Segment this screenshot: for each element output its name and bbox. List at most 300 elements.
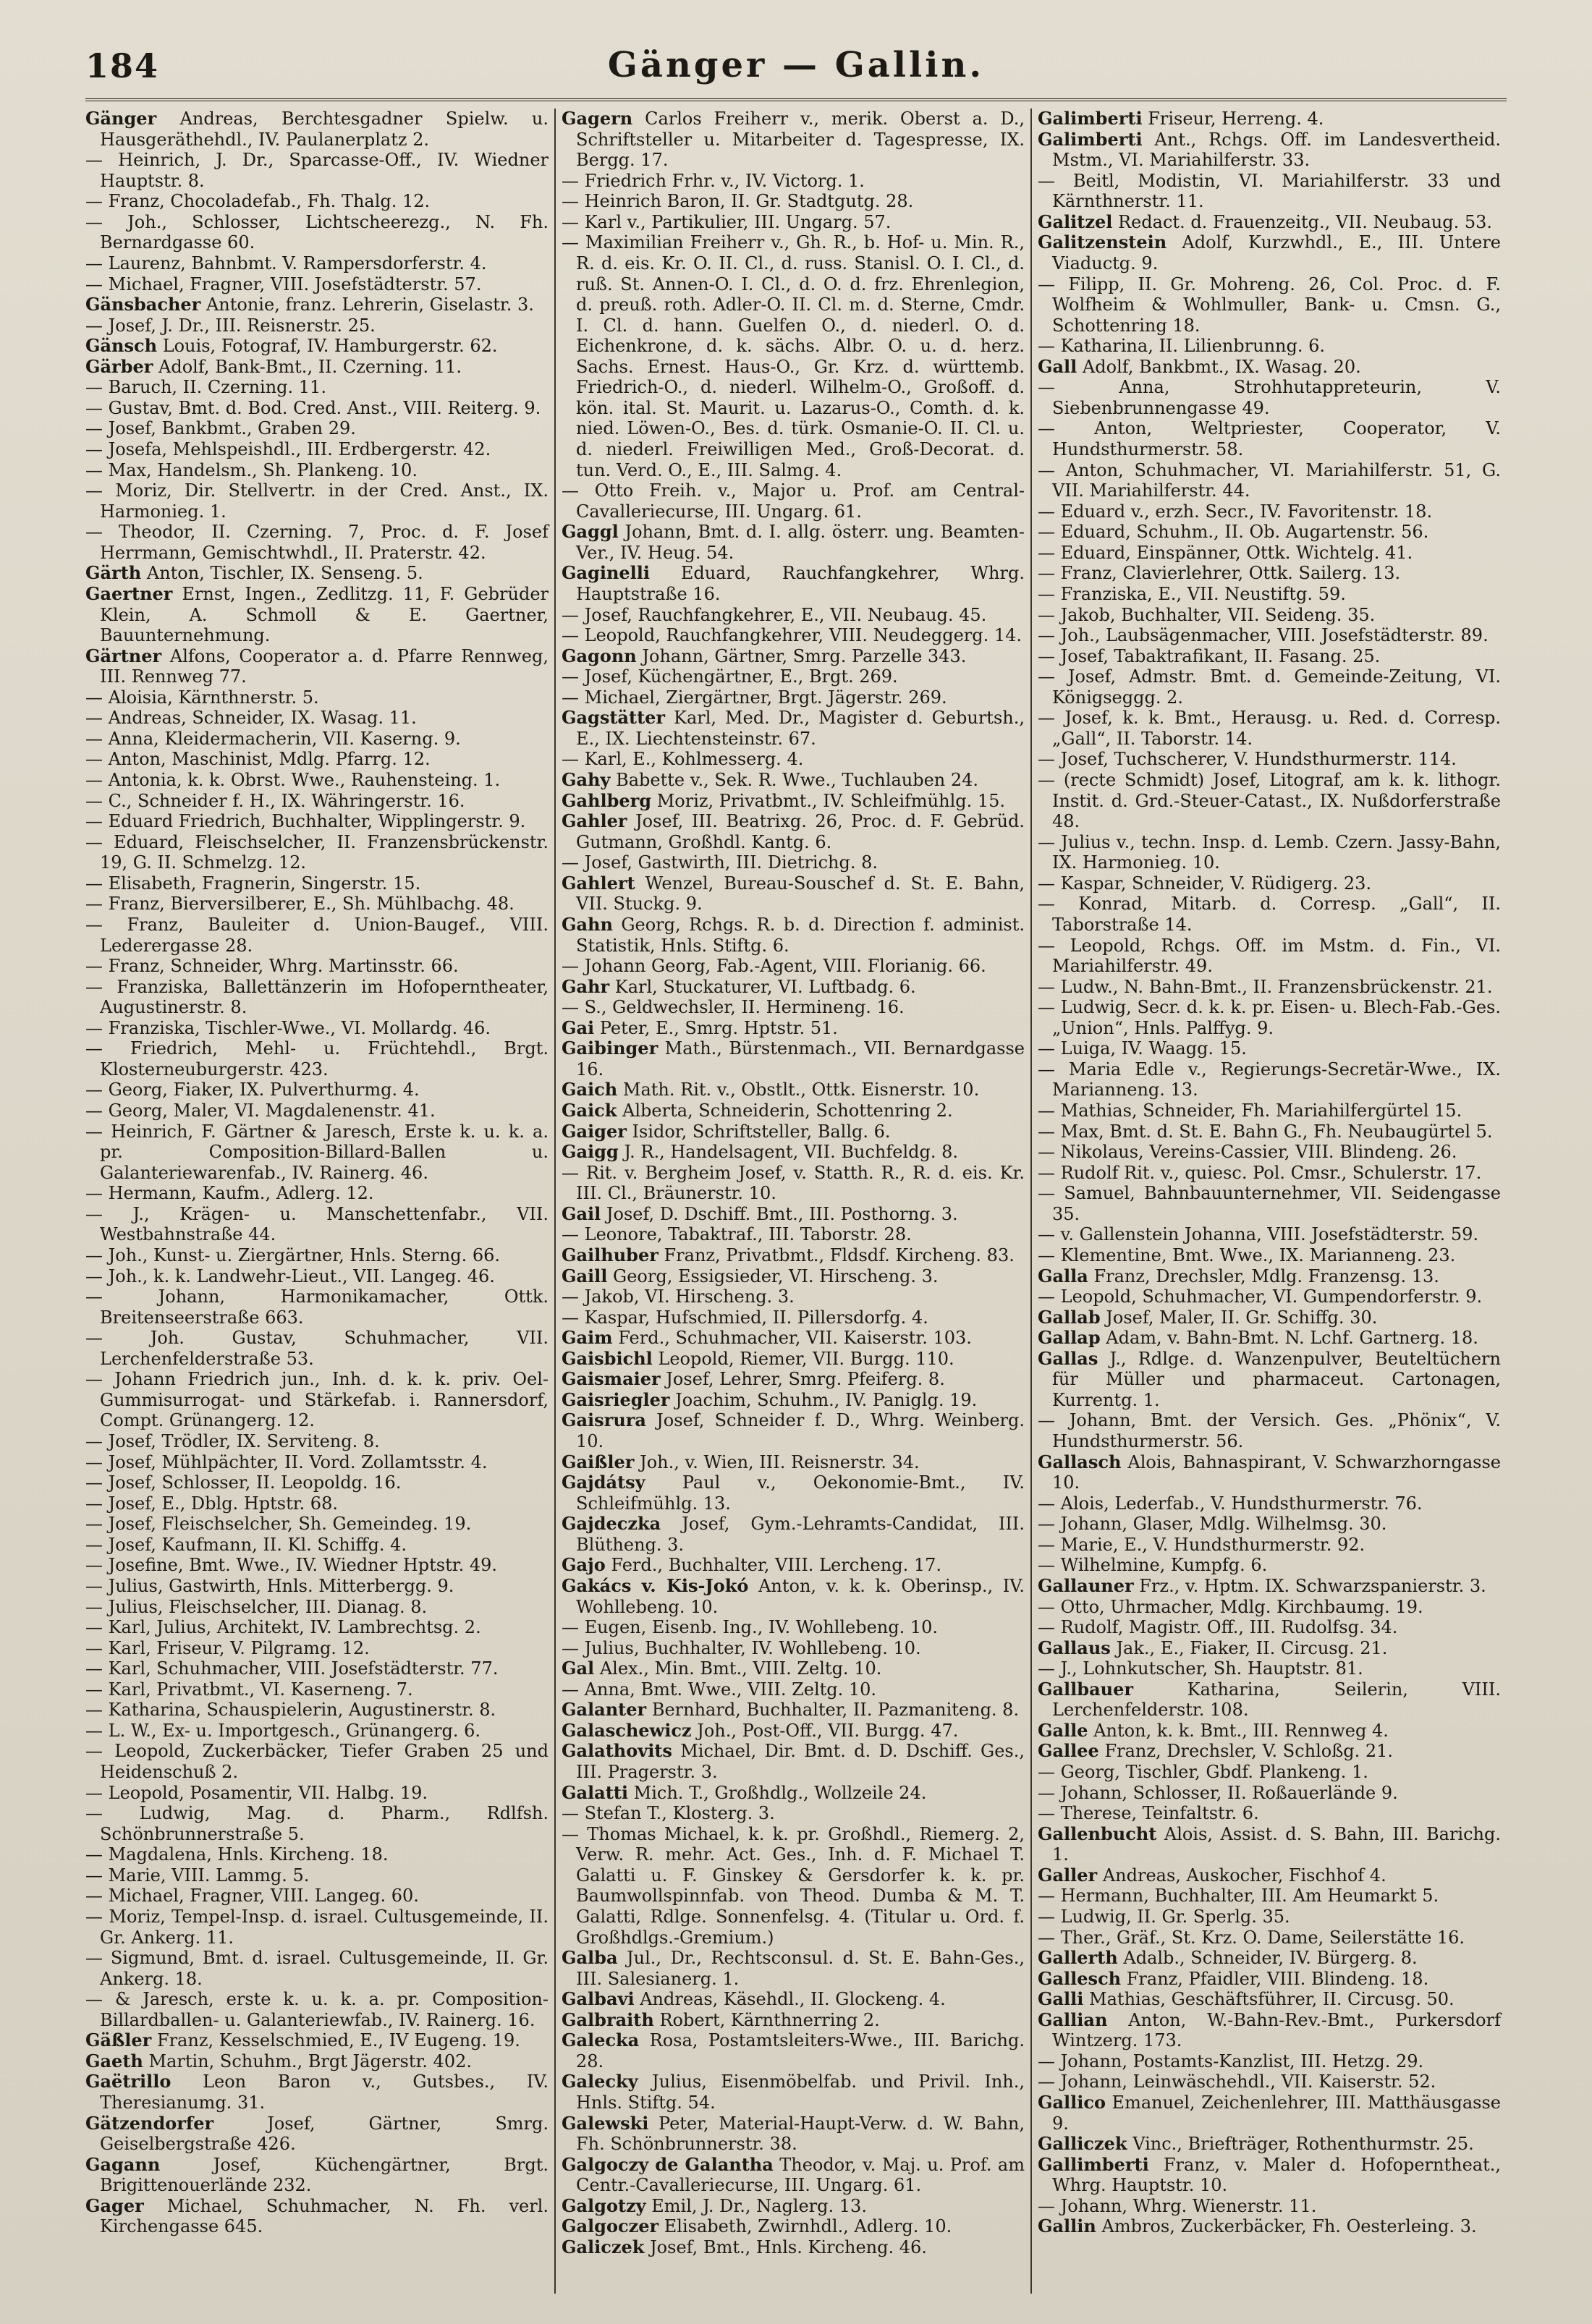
directory-entry bbox=[1038, 770, 1501, 832]
entry-surname: Gaibinger bbox=[562, 1038, 659, 1059]
entry-text: Adolf, Bank-Bmt., II. Czerning. 11. bbox=[158, 356, 462, 377]
entry-text: — Klementine, Bmt. Wwe., IX. Marianneng. 23. bbox=[1038, 1244, 1456, 1265]
directory-entry bbox=[85, 749, 549, 770]
directory-entry bbox=[562, 1100, 1025, 1121]
directory-entry bbox=[85, 1493, 549, 1514]
entry-text: J., Rdlge. d. Wanzenpulver, Beuteltüchern für Müller und pharmaceut. Cartonagen, Kurrentg. 1. bbox=[1052, 1348, 1501, 1410]
directory-entry bbox=[1038, 1266, 1501, 1287]
entry-surname: Gallauner bbox=[1038, 1574, 1134, 1596]
directory-entry bbox=[85, 1783, 549, 1804]
directory-entry bbox=[85, 294, 549, 315]
directory-entry bbox=[1038, 1059, 1501, 1100]
entry-text: — Ther., Gräf., St. Krz. O. Dame, Seilerstätte 16. bbox=[1038, 1927, 1465, 1948]
directory-entry bbox=[562, 956, 1025, 977]
directory-entry bbox=[1038, 584, 1501, 605]
entry-surname: Gagern bbox=[562, 109, 633, 129]
entry-text: Adolf, Bankbmt., IX. Wasag. 20. bbox=[1082, 356, 1361, 377]
directory-entry bbox=[562, 480, 1025, 522]
entry-text: Josef, Maler, II. Gr. Schiffg. 30. bbox=[1106, 1307, 1378, 1328]
entry-surname: Gagstätter bbox=[562, 707, 666, 729]
directory-entry bbox=[562, 2237, 1025, 2258]
entry-text: Isidor, Schriftsteller, Ballg. 6. bbox=[632, 1121, 891, 1142]
entry-text: — Kaspar, Schneider, V. Rüdigerg. 23. bbox=[1038, 873, 1372, 894]
directory-entry bbox=[1038, 1721, 1501, 1742]
entry-surname: Gagonn bbox=[562, 645, 637, 666]
entry-text: — Laurenz, Bahnbmt. V. Rampersdorferstr. 4. bbox=[85, 253, 487, 273]
entry-surname: Gallico bbox=[1038, 2092, 1106, 2113]
entry-text: — Otto Freih. v., Major u. Prof. am Central-Cavalleriecurse, III. Ungarg. 61. bbox=[562, 480, 1025, 522]
directory-entry bbox=[562, 1700, 1025, 1721]
entry-text: — Magdalena, Hnls. Kircheng. 18. bbox=[85, 1844, 389, 1865]
entry-text: Georg, Essigsieder, VI. Hirscheng. 3. bbox=[613, 1265, 939, 1286]
entry-text: — (recte Schmidt) Josef, Litograf, am k. k. lithogr. Instit. d. Grd.-Steuer-Catast., IX. Nußdorferstraße 48. bbox=[1038, 770, 1501, 832]
directory-entry bbox=[85, 191, 549, 212]
directory-entry bbox=[1038, 1886, 1501, 1907]
entry-text: — Georg, Fiaker, IX. Pulverthurmg. 4. bbox=[85, 1080, 420, 1100]
column-2 bbox=[554, 109, 1030, 2294]
directory-entry bbox=[1038, 1452, 1501, 1493]
entry-text: — Johann, Whrg. Wienerstr. 11. bbox=[1038, 2195, 1317, 2216]
directory-entry bbox=[1038, 1245, 1501, 1266]
entry-text: — Anna, Bmt. Wwe., VIII. Zeltg. 10. bbox=[562, 1679, 877, 1700]
entry-text: Ambros, Zuckerbäcker, Fh. Oesterleing. 3. bbox=[1101, 2216, 1477, 2237]
entry-text: — Friedrich, Mehl- u. Früchtehdl., Brgt. Klosterneuburgerstr. 423. bbox=[85, 1038, 549, 1080]
entry-text: — Leopold, Posamentir, VII. Halbg. 19. bbox=[85, 1782, 428, 1803]
directory-entry bbox=[562, 915, 1025, 956]
entry-surname: Gärth bbox=[85, 562, 142, 584]
entry-surname: Gallerth bbox=[1038, 1947, 1118, 1969]
directory-entry bbox=[1038, 1824, 1501, 1865]
directory-entry bbox=[1038, 1307, 1501, 1328]
directory-entry bbox=[85, 1452, 549, 1473]
directory-entry bbox=[85, 377, 549, 398]
directory-entry bbox=[1038, 2216, 1501, 2237]
directory-entry bbox=[85, 357, 549, 378]
entry-text: Anton, k. k. Bmt., III. Rennweg 4. bbox=[1093, 1720, 1389, 1741]
entry-surname: Gahy bbox=[562, 769, 611, 790]
directory-entry bbox=[562, 1266, 1025, 1287]
directory-entry bbox=[85, 1286, 549, 1328]
directory-entry bbox=[85, 1080, 549, 1100]
directory-entry bbox=[1038, 357, 1501, 378]
directory-entry bbox=[562, 522, 1025, 563]
entry-text: — Johann, Bmt. der Versich. Ges. „Phönix“, V. Hundsthurmerstr. 56. bbox=[1038, 1410, 1501, 1451]
entry-surname: Gailhuber bbox=[562, 1244, 659, 1265]
directory-entry bbox=[85, 2113, 549, 2155]
directory-entry bbox=[85, 2155, 549, 2196]
entry-text: — & Jaresch, erste k. u. k. a. pr. Composition-Billardballen- u. Galanteriewfab., IV. Rainerg. 16. bbox=[85, 1989, 549, 2030]
entry-text: Josef, Küchengärtner, Brgt. Brigittenouerlände 232. bbox=[100, 2154, 549, 2196]
directory-entry bbox=[562, 1721, 1025, 1742]
directory-entry bbox=[1038, 1142, 1501, 1163]
directory-entry bbox=[1038, 1679, 1501, 1721]
entry-text: Mathias, Geschäftsführer, II. Circusg. 50. bbox=[1089, 1989, 1455, 2010]
entry-text: Redact. d. Frauenzeitg., VII. Neubaug. 53. bbox=[1118, 211, 1493, 232]
directory-entry bbox=[85, 1514, 549, 1535]
directory-entry bbox=[1038, 460, 1501, 501]
entry-surname: Galla bbox=[1038, 1265, 1088, 1286]
entry-surname: Gäßler bbox=[85, 2030, 152, 2051]
directory-entry bbox=[1038, 708, 1501, 749]
entry-text: — Thomas Michael, k. k. pr. Großhdl., Riemerg. 2, Verw. R. mehr. Act. Ges., Inh. d. F. Michael T. Galatti u. F. Ginskey & Gersdorfer k. k. pr. Baumwollspinnfab. von Theod. Dumba & M. T. Galatti, Rdlge. Sonnenfelsg. 4. (Titular u. Ord. f. Großhdlgs.-Gremium.) bbox=[562, 1823, 1025, 1948]
entry-text: Michael, Schuhmacher, N. Fh. verl. Kirchengasse 645. bbox=[100, 2195, 549, 2237]
directory-entry bbox=[1038, 522, 1501, 543]
entry-text: — Karl, E., Kohlmesserg. 4. bbox=[562, 749, 804, 770]
directory-entry bbox=[562, 1349, 1025, 1370]
entry-text: — Antonia, k. k. Obrst. Wwe., Rauhensteing. 1. bbox=[85, 770, 501, 790]
entry-text: — Ludwig, II. Gr. Sperlg. 35. bbox=[1038, 1906, 1290, 1927]
entry-text: Johann, Gärtner, Smrg. Parzelle 343. bbox=[642, 645, 967, 666]
entry-surname: Gahler bbox=[562, 810, 627, 832]
directory-entry bbox=[1038, 1762, 1501, 1783]
directory-entry bbox=[562, 1369, 1025, 1390]
entry-text: — Michael, Ziergärtner, Brgt. Jägerstr. 269. bbox=[562, 687, 947, 708]
entry-text: — Theodor, II. Czerning. 7, Proc. d. F. Josef Herrmann, Gemischtwhdl., II. Praterstr. 42. bbox=[85, 522, 549, 563]
directory-entry bbox=[562, 1307, 1025, 1328]
entry-text: Moriz, Privatbmt., IV. Schleifmühlg. 15. bbox=[656, 790, 1006, 811]
directory-entry bbox=[562, 997, 1025, 1018]
entry-text: — Rudolf, Magistr. Off., III. Rudolfsg. 34. bbox=[1038, 1617, 1398, 1638]
entry-text: — Marie, VIII. Lammg. 5. bbox=[85, 1865, 310, 1886]
entry-text: Katharina, Seilerin, VIII. Lerchenfelderstr. 108. bbox=[1052, 1679, 1501, 1721]
directory-entry bbox=[562, 1204, 1025, 1225]
entry-surname: Galimberti bbox=[1038, 109, 1143, 129]
entry-text: — Alois, Lederfab., V. Hundsthurmerstr. 76. bbox=[1038, 1493, 1423, 1514]
directory-entry bbox=[85, 1100, 549, 1121]
entry-text: — Ludw., N. Bahn-Bmt., II. Franzensbrückenstr. 21. bbox=[1038, 976, 1493, 997]
directory-entry bbox=[85, 956, 549, 977]
directory-entry bbox=[562, 2030, 1025, 2071]
directory-entry bbox=[85, 1865, 549, 1886]
entry-text: Andreas, Auskocher, Fischhof 4. bbox=[1102, 1865, 1386, 1886]
directory-entry bbox=[562, 1286, 1025, 1307]
directory-entry bbox=[562, 1741, 1025, 1782]
entry-text: — Eugen, Eisenb. Ing., IV. Wohllebeng. 10. bbox=[562, 1617, 939, 1638]
entry-text: — J., Lohnkutscher, Sh. Hauptstr. 81. bbox=[1038, 1658, 1363, 1679]
entry-text: — Rudolf Rit. v., quiesc. Pol. Cmsr., Schulerstr. 17. bbox=[1038, 1162, 1482, 1183]
entry-surname: Gajo bbox=[562, 1554, 606, 1576]
directory-entry bbox=[1038, 1617, 1501, 1638]
entry-surname: Gallian bbox=[1038, 2009, 1108, 2030]
entry-text: Andreas, Berchtesgadner Spielw. u. Hausgeräthehdl., IV. Paulanerplatz 2. bbox=[100, 109, 549, 150]
entry-text: — Eduard v., erzh. Secr., IV. Favoritenstr. 18. bbox=[1038, 501, 1433, 522]
header-rule bbox=[85, 98, 1507, 101]
directory-entry bbox=[1038, 1328, 1501, 1349]
directory-entry bbox=[85, 1472, 549, 1493]
entry-text: Josef, Schneider f. D., Whrg. Weinberg. 10. bbox=[576, 1410, 1025, 1451]
entry-text: Alex., Min. Bmt., VIII. Zeltg. 10. bbox=[599, 1658, 882, 1679]
directory-entry bbox=[562, 1390, 1025, 1411]
directory-entry bbox=[85, 1907, 549, 1948]
entry-text: Ferd., Schuhmacher, VII. Kaiserstr. 103. bbox=[618, 1328, 972, 1349]
entry-surname: Galathovits bbox=[562, 1740, 672, 1762]
entry-text: — Beitl, Modistin, VI. Mariahilferstr. 33 und Kärnthnerstr. 11. bbox=[1038, 170, 1501, 212]
entry-surname: Gager bbox=[85, 2194, 144, 2216]
directory-entry bbox=[85, 1679, 549, 1700]
entry-text: — Leopold, Schuhmacher, VI. Gumpendorferstr. 9. bbox=[1038, 1286, 1483, 1307]
entry-surname: Gai bbox=[562, 1017, 595, 1038]
entry-surname: Galliczek bbox=[1038, 2133, 1127, 2155]
directory-entry bbox=[1038, 418, 1501, 459]
columns bbox=[85, 109, 1507, 2294]
entry-surname: Gaiger bbox=[562, 1120, 627, 1142]
entry-text: Franz, Drechsler, Mdlg. Franzensg. 13. bbox=[1093, 1265, 1439, 1286]
directory-entry bbox=[85, 729, 549, 750]
directory-entry bbox=[1038, 936, 1501, 977]
entry-text: Anton, v. k. k. Oberinsp., IV. Wohllebeng. 10. bbox=[576, 1575, 1025, 1617]
entry-surname: Galgotzy bbox=[562, 2194, 646, 2216]
directory-entry bbox=[85, 1266, 549, 1287]
entry-surname: Gahr bbox=[562, 975, 610, 997]
directory-entry bbox=[1038, 1803, 1501, 1824]
entry-text: Frz., v. Hptm. IX. Schwarzspanierstr. 3. bbox=[1139, 1575, 1486, 1596]
directory-entry bbox=[1038, 563, 1501, 584]
entry-text: — Johann Georg, Fab.-Agent, VIII. Florianig. 66. bbox=[562, 956, 986, 977]
entry-surname: Gärtner bbox=[85, 645, 162, 666]
entry-text: — Max, Bmt. d. St. E. Bahn G., Fh. Neubaugürtel 5. bbox=[1038, 1121, 1493, 1142]
entry-text: Math., Bürstenmach., VII. Bernardgasse 16. bbox=[576, 1038, 1025, 1080]
entry-text: Anton, W.-Bahn-Rev.-Bmt., Purkersdorf Wintzerg. 173. bbox=[1052, 2009, 1501, 2051]
directory-entry bbox=[85, 2030, 549, 2051]
directory-entry bbox=[85, 253, 549, 274]
entry-surname: Gal bbox=[562, 1658, 595, 1679]
entry-text: — Baruch, II. Czerning. 11. bbox=[85, 377, 326, 398]
directory-entry bbox=[562, 1038, 1025, 1080]
entry-text: Math. Rit. v., Obstlt., Ottk. Eisnerstr. 10. bbox=[622, 1080, 980, 1100]
directory-entry bbox=[562, 1824, 1025, 1948]
entry-text: — Samuel, Bahnbauunternehmer, VII. Seidengasse 35. bbox=[1038, 1183, 1501, 1224]
directory-entry bbox=[85, 2196, 549, 2237]
entry-surname: Gahlberg bbox=[562, 789, 652, 811]
entry-text: Louis, Fotograf, IV. Hamburgerstr. 62. bbox=[162, 336, 498, 357]
directory-entry bbox=[562, 1410, 1025, 1451]
directory-entry bbox=[1038, 2071, 1501, 2092]
entry-text: Josef, Gym.-Lehramts-Candidat, III. Blütheng. 3. bbox=[576, 1514, 1025, 1555]
directory-entry bbox=[1038, 977, 1501, 998]
entry-text: Mich. T., Großhdlg., Wollzeile 24. bbox=[633, 1782, 927, 1803]
directory-entry bbox=[562, 749, 1025, 770]
directory-entry bbox=[1038, 1783, 1501, 1804]
entry-text: — J., Krägen- u. Manschettenfabr., VII. Westbahnstraße 44. bbox=[85, 1203, 549, 1245]
directory-entry bbox=[1038, 1514, 1501, 1535]
entry-surname: Galgoczer bbox=[562, 2215, 659, 2237]
directory-entry bbox=[562, 1679, 1025, 1700]
entry-text: Vinc., Briefträger, Rothenthurmstr. 25. bbox=[1132, 2134, 1474, 2155]
entry-surname: Galgoczy de Galantha bbox=[562, 2153, 774, 2175]
directory-entry bbox=[85, 109, 549, 150]
entry-surname: Galimberti bbox=[1038, 128, 1143, 150]
entry-text: — Josef, Rauchfangkehrer, E., VII. Neubaug. 45. bbox=[562, 604, 987, 625]
directory-entry bbox=[1038, 1224, 1501, 1245]
entry-surname: Gaisriegler bbox=[562, 1388, 670, 1410]
entry-text: Andreas, Käsehdl., II. Glockeng. 4. bbox=[640, 1989, 946, 2010]
directory-entry bbox=[85, 1328, 549, 1369]
entry-text: — Filipp, II. Gr. Mohreng. 26, Col. Proc. d. F. Wolfheim & Wohlmuller, Bank- u. Cmsn. G., Schottenring 18. bbox=[1038, 273, 1501, 336]
entry-text: — Aloisia, Kärnthnerstr. 5. bbox=[85, 687, 319, 708]
entry-text: — Michael, Fragner, VIII. Josefstädterstr. 57. bbox=[85, 273, 482, 294]
directory-entry bbox=[1038, 2010, 1501, 2051]
entry-text: Elisabeth, Zwirnhdl., Adlerg. 10. bbox=[664, 2216, 952, 2237]
entry-surname: Galitzel bbox=[1038, 211, 1113, 232]
entry-text: — Julius, Fleischselcher, III. Dianag. 8. bbox=[85, 1596, 428, 1617]
entry-text: — Josef, Fleischselcher, Sh. Gemeindeg. 19. bbox=[85, 1514, 472, 1535]
entry-text: — Wilhelmine, Kumpfg. 6. bbox=[1038, 1555, 1268, 1576]
directory-entry bbox=[562, 852, 1025, 873]
entry-text: Theodor, v. Maj. u. Prof. am Centr.-Cavalleriecurse, III. Ungarg. 61. bbox=[576, 2154, 1025, 2196]
directory-entry bbox=[1038, 1100, 1501, 1121]
directory-entry bbox=[562, 2010, 1025, 2031]
entry-text: Ernst, Ingen., Zedlitzg. 11, F. Gebrüder Klein, A. Schmoll & E. Gaertner, Bauunternehmung. bbox=[100, 583, 549, 646]
entry-text: Alberta, Schneiderin, Schottenring 2. bbox=[622, 1100, 953, 1121]
directory-entry bbox=[562, 1224, 1025, 1245]
entry-text: — Josef, k. k. Bmt., Herausg. u. Red. d. Corresp. „Gall“, II. Taborstr. 14. bbox=[1038, 708, 1501, 749]
directory-entry bbox=[1038, 1948, 1501, 1969]
directory-entry bbox=[1038, 1865, 1501, 1886]
entry-text: — Anton, Maschinist, Mdlg. Pfarrg. 12. bbox=[85, 749, 431, 770]
entry-text: — Konrad, Mitarb. d. Corresp. „Gall“, II. Taborstraße 14. bbox=[1038, 894, 1501, 935]
directory-entry bbox=[562, 1617, 1025, 1638]
directory-entry bbox=[85, 1597, 549, 1618]
directory-entry bbox=[562, 191, 1025, 212]
entry-surname: Gajdeczka bbox=[562, 1513, 661, 1535]
directory-entry bbox=[85, 1245, 549, 1266]
directory-entry bbox=[1038, 1286, 1501, 1307]
entry-text: — Johann, Schlosser, II. Roßauerlände 9. bbox=[1038, 1782, 1398, 1803]
directory-entry bbox=[85, 1989, 549, 2030]
column-1 bbox=[85, 109, 554, 2294]
directory-entry bbox=[562, 1989, 1025, 2010]
directory-entry bbox=[85, 1431, 549, 1452]
entry-text: Joh., Post-Off., VII. Burgg. 47. bbox=[697, 1720, 959, 1741]
entry-text: — Friedrich Frhr. v., IV. Victorg. 1. bbox=[562, 170, 865, 191]
directory-entry bbox=[562, 2216, 1025, 2237]
entry-text: Martin, Schuhm., Brgt Jägerstr. 402. bbox=[148, 2051, 472, 2071]
directory-entry bbox=[1038, 232, 1501, 273]
directory-entry bbox=[1038, 1989, 1501, 2010]
directory-entry bbox=[85, 1121, 549, 1184]
entry-text: — Johann, Postamts-Kanzlist, III. Hetzg. 29. bbox=[1038, 2051, 1424, 2071]
page-number: 184 bbox=[85, 46, 160, 85]
directory-entry bbox=[1038, 873, 1501, 894]
entry-surname: Gahn bbox=[562, 913, 613, 935]
directory-entry bbox=[1038, 1349, 1501, 1411]
directory-entry bbox=[1038, 2134, 1501, 2155]
entry-surname: Gänger bbox=[85, 109, 157, 129]
directory-entry bbox=[85, 832, 549, 873]
entry-text: — Karl, Julius, Architekt, IV. Lambrechtsg. 2. bbox=[85, 1617, 481, 1638]
entry-surname: Gakács v. Kis-Jokó bbox=[562, 1574, 749, 1596]
entry-text: — Franz, Chocoladefab., Fh. Thalg. 12. bbox=[85, 191, 431, 212]
entry-surname: Gaëtrillo bbox=[85, 2071, 172, 2092]
entry-text: — Mathias, Schneider, Fh. Mariahilfergürtel 15. bbox=[1038, 1100, 1462, 1121]
entry-surname: Gaggl bbox=[562, 521, 619, 543]
directory-entry bbox=[85, 770, 549, 791]
directory-entry bbox=[85, 522, 549, 563]
entry-surname: Gaeth bbox=[85, 2050, 143, 2071]
entry-surname: Galle bbox=[1038, 1719, 1088, 1741]
directory-entry bbox=[1038, 666, 1501, 708]
entry-text: Emanuel, Zeichenlehrer, III. Matthäusgasse 9. bbox=[1052, 2092, 1501, 2134]
directory-entry bbox=[85, 2051, 549, 2072]
directory-entry bbox=[1038, 2051, 1501, 2072]
entry-text: Franz, Drechsler, V. Schloßg. 21. bbox=[1104, 1741, 1394, 1762]
entry-text: — Leopold, Zuckerbäcker, Tiefer Graben 25 und Heidenschuß 2. bbox=[85, 1741, 549, 1782]
column-3 bbox=[1030, 109, 1507, 2294]
entry-text: — Josef, Tuchscherer, V. Hundsthurmerstr. 114. bbox=[1038, 749, 1457, 770]
entry-text: — Jakob, VI. Hirscheng. 3. bbox=[562, 1286, 795, 1307]
directory-entry bbox=[562, 1948, 1025, 1989]
directory-entry bbox=[85, 274, 549, 295]
entry-surname: Galba bbox=[562, 1947, 618, 1969]
entry-text: — Stefan T., Klosterg. 3. bbox=[562, 1803, 775, 1824]
directory-entry bbox=[85, 1204, 549, 1245]
directory-entry bbox=[1038, 1555, 1501, 1576]
entry-surname: Galecky bbox=[562, 2071, 638, 2092]
entry-text: — Leopold, Rchgs. Off. im Mstm. d. Fin., VI. Mariahilferstr. 49. bbox=[1038, 935, 1501, 977]
entry-text: Jul., Dr., Rechtsconsul. d. St. E. Bahn-Ges., III. Salesianerg. 1. bbox=[576, 1948, 1025, 1989]
running-head: Gänger — Gallin. bbox=[607, 45, 985, 85]
entry-text: Karl, Stuckaturer, VI. Luftbadg. 6. bbox=[614, 976, 916, 997]
entry-text: — Maximilian Freiherr v., Gh. R., b. Hof- u. Min. R., R. d. eis. Kr. O. II. Cl., d. russ. Stanisl. O. I. Cl., d. ruß. St. Annen-O. I. Cl., d. O. d. frz. Ehrenlegion, d. preuß. roth. Adler-O. II. Cl. m. d. Sterne, Cmdr. I. Cl. d. hann. Guelfen O., d. niederl. O. d. Eichenkrone, d. k. sächs. Albr. O. u. d. herz. Sachs. Ernest. Haus-O., Gr. Krz. d. württemb. Friedrich-O., d. niederl. Wilhelm-O., Großoff. d. kön. ital. St. Maurit. u. Lazarus-O., Comth. d. k. nied. Löwen-O., Bes. d. türk. Osmanie-O. II. Cl. u. d. niederl. Freiwilligen Med., Groß-Decorat. d. tun. Verd. O., E., III. Salmg. 4. bbox=[562, 232, 1025, 480]
entry-text: — Katharina, Schauspielerin, Augustinerstr. 8. bbox=[85, 1700, 496, 1721]
directory-entry bbox=[1038, 749, 1501, 770]
directory-entry bbox=[562, 1328, 1025, 1349]
entry-surname: Gallas bbox=[1038, 1347, 1098, 1369]
directory-entry bbox=[85, 873, 549, 894]
directory-entry bbox=[562, 687, 1025, 708]
directory-entry bbox=[1038, 1493, 1501, 1514]
entry-text: — Jakob, Buchhalter, VII. Seideng. 35. bbox=[1038, 604, 1376, 625]
entry-text: Carlos Freiherr v., merik. Oberst a. D., Schriftsteller u. Mitarbeiter d. Tagespresse, IX. Bergg. 17. bbox=[576, 109, 1025, 171]
entry-text: Franz, Pfaidler, VIII. Blindeng. 18. bbox=[1126, 1968, 1429, 1989]
entry-text: — Josef, Kaufmann, II. Kl. Schiffg. 4. bbox=[85, 1534, 407, 1555]
entry-text: Johann, Bmt. d. I. allg. österr. ung. Beamten-Ver., IV. Heug. 54. bbox=[576, 522, 1025, 563]
entry-text: Adam, v. Bahn-Bmt. N. Lchf. Gartnerg. 18. bbox=[1106, 1328, 1478, 1349]
directory-entry bbox=[562, 2196, 1025, 2217]
entry-text: — C., Schneider f. H., IX. Währingerstr. 16. bbox=[85, 790, 465, 811]
entry-text: Ferd., Buchhalter, VIII. Lercheng. 17. bbox=[611, 1555, 942, 1576]
entry-text: — Johann, Harmonikamacher, Ottk. Breitenseerstraße 663. bbox=[85, 1286, 549, 1328]
entry-text: — Hermann, Buchhalter, III. Am Heumarkt 5. bbox=[1038, 1886, 1439, 1907]
directory-entry bbox=[1038, 109, 1501, 130]
entry-text: — Heinrich, F. Gärtner & Jaresch, Erste k. u. k. a. pr. Composition-Billard-Ballen u. Galanteriewarenfab., IV. Rainerg. 46. bbox=[85, 1121, 549, 1183]
directory-entry bbox=[1038, 171, 1501, 212]
entry-text: Franz, v. Maler d. Hofoperntheat., Whrg. Hauptstr. 10. bbox=[1052, 2154, 1501, 2196]
entry-text: Jak., E., Fiaker, II. Circusg. 21. bbox=[1116, 1637, 1388, 1658]
directory-entry bbox=[562, 1121, 1025, 1142]
entry-text: — Julius, Buchhalter, IV. Wohllebeng. 10. bbox=[562, 1637, 921, 1658]
entry-text: — Franziska, E., VII. Neustiftg. 59. bbox=[1038, 583, 1346, 604]
directory-entry bbox=[562, 1555, 1025, 1576]
entry-surname: Gärber bbox=[85, 355, 153, 377]
directory-entry bbox=[1038, 1928, 1501, 1948]
directory-entry bbox=[1038, 1969, 1501, 1990]
entry-text: Peter, E., Smrg. Hptstr. 51. bbox=[599, 1017, 838, 1038]
entry-text: — Johann Friedrich jun., Inh. d. k. k. priv. Oel-Gummisurrogat- und Stärkefab. i. Rannersdorf, Compt. Grünangerg. 12. bbox=[85, 1369, 549, 1431]
directory-entry bbox=[1038, 1183, 1501, 1224]
entry-text: Josef, III. Beatrixg. 26, Proc. d. F. Gebrüd. Gutmann, Großhdl. Kantg. 6. bbox=[576, 811, 1025, 852]
directory-entry bbox=[562, 1783, 1025, 1804]
entry-text: — Eduard, Fleischselcher, II. Franzensbrückenstr. 19, G. II. Schmelzg. 12. bbox=[85, 831, 549, 873]
entry-surname: Galitzenstein bbox=[1038, 232, 1167, 253]
entry-text: Adolf, Kurzwhdl., E., III. Untere Viaductg. 9. bbox=[1052, 232, 1501, 273]
entry-text: Alfons, Cooperator a. d. Pfarre Rennweg, III. Rennweg 77. bbox=[100, 645, 549, 687]
directory-entry bbox=[562, 1803, 1025, 1824]
entry-text: Leon Baron v., Gutsbes., IV. Theresianumg. 31. bbox=[100, 2071, 549, 2113]
entry-surname: Gätzendorfer bbox=[85, 2112, 214, 2134]
entry-surname: Gallaus bbox=[1038, 1637, 1111, 1658]
entry-text: — Josef, Bankbmt., Graben 29. bbox=[85, 418, 356, 439]
